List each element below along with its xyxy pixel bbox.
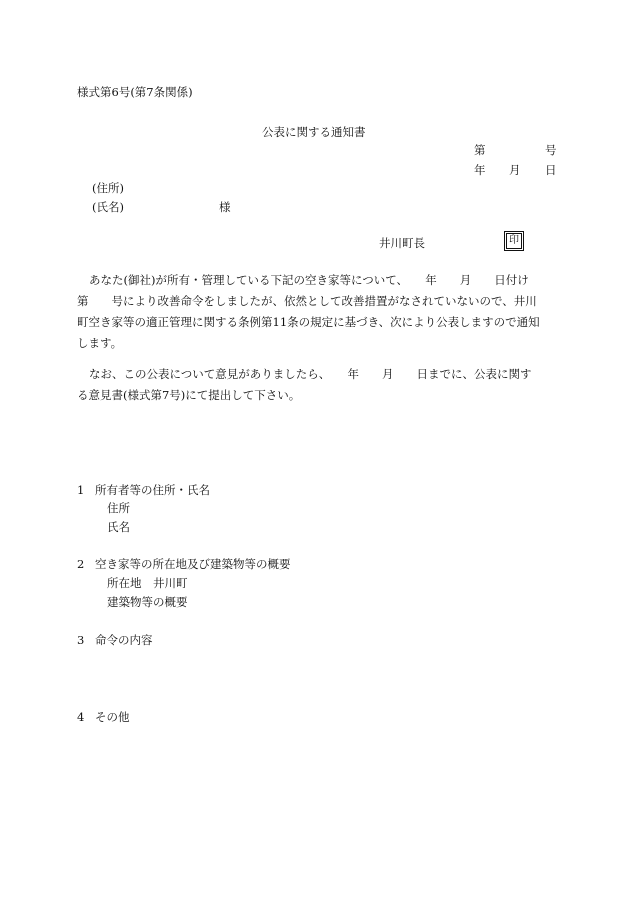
recipient-address-label: (住所): [92, 181, 124, 195]
document-title: 公表に関する通知書: [262, 125, 366, 139]
para2-line-1: なお、この公表について意見がありましたら、 年 月 日までに、公表に関す: [89, 367, 532, 381]
para1-line-1: あなた(御社)が所有・管理している下記の空き家等について、 年 月 日付け: [89, 273, 529, 287]
body-paragraph-1: [77, 270, 559, 354]
para1-line-2: 第 号により改善命令をしましたが、依然として改善措置がなされていないので、井川: [77, 294, 537, 308]
item-2-location: 所在地 井川町: [107, 576, 188, 590]
date-month: 月: [509, 163, 521, 177]
para1-line-4: します。: [77, 336, 123, 350]
date-year: 年: [474, 163, 486, 177]
sender-title: 井川町長: [379, 236, 425, 250]
form-reference: 様式第6号(第7条関係): [77, 85, 193, 99]
item-1-heading: 所有者等の住所・氏名: [95, 483, 210, 497]
item-1-number: 1: [77, 483, 85, 497]
item-4-heading: その他: [95, 710, 130, 724]
item-3-number: 3: [77, 633, 85, 647]
item-2-building-overview: 建築物等の概要: [107, 595, 188, 609]
item-3-heading: 命令の内容: [95, 633, 153, 647]
item-2-number: 2: [77, 557, 85, 571]
recipient-honorific: 様: [219, 200, 231, 214]
recipient-name-label: (氏名): [92, 200, 124, 214]
para1-line-3: 町空き家等の適正管理に関する条例第11条の規定に基づき、次により公表しますので通知: [77, 315, 540, 329]
doc-number-suffix: 号: [545, 143, 557, 157]
doc-number-prefix: 第: [474, 143, 486, 157]
item-2-heading: 空き家等の所在地及び建築物等の概要: [95, 557, 291, 571]
para2-line-2: る意見書(様式第7号)にて提出して下さい。: [77, 388, 301, 402]
item-1-address: 住所: [107, 501, 130, 515]
body-paragraph-2: [77, 364, 559, 406]
seal-stamp: 印: [506, 233, 522, 249]
item-1-name: 氏名: [107, 520, 130, 534]
item-4-number: 4: [77, 710, 85, 724]
date-day: 日: [545, 163, 557, 177]
